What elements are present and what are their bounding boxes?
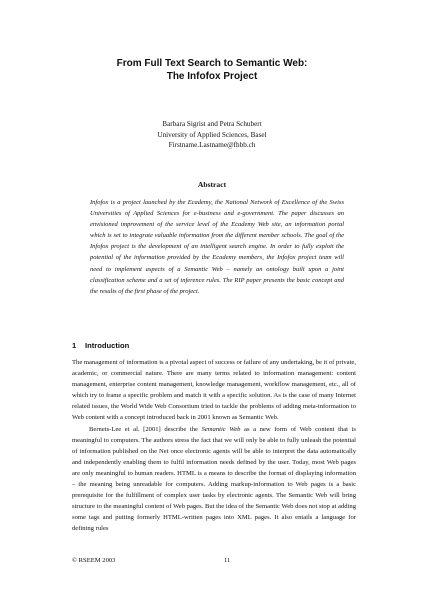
paragraph-2 — [72, 424, 356, 535]
copyright-notice: © RSEEM 2003 — [72, 557, 116, 564]
paper-title — [0, 57, 424, 83]
author-names: Barbara Sigrist and Petra Schubert — [162, 120, 262, 128]
section-number: 1 — [72, 341, 77, 350]
author-block — [0, 119, 424, 151]
body-text — [72, 357, 356, 535]
paper-title-line-2: The Infofox Project — [166, 71, 258, 82]
author-affiliation: University of Applied Sciences, Basel — [157, 130, 267, 139]
page-number: 11 — [224, 557, 231, 564]
paragraph-2-lead: Bernets-Lee et al. [2001] describe the — [89, 425, 202, 433]
paper-title-line-1: From Full Text Search to Semantic Web: — [116, 58, 308, 69]
page-footer — [72, 556, 356, 566]
abstract-text: Infofox is a project launched by the Ecademy, the National Network of Excellence of the Swiss Universities of Applied Sciences for e-business and e-government. The paper discusses an envisioned improvement of the service level of the Ecademy Web site, an information portal which is set to integrate valuable information from the different member schools. The goal of the Infofox project is the development of an intelligent search engine. In order to fully exploit the potential of the information provided by the Ecademy members, the Infofox project team will need to implement aspects of a Semantic Web – namely an ontology built upon a joint classification scheme and a set of inference rules. The RIP paper presents the basic concept and the results of the first phase of the project. — [90, 199, 344, 295]
author-email: Firstname.Lastname@fhbb.ch — [168, 141, 256, 150]
paragraph-2-term: Semantic Web — [201, 425, 241, 433]
section-heading — [72, 341, 352, 351]
abstract-heading: Abstract — [197, 180, 227, 189]
paragraph-1: The management of information is a pivotal aspect of success or failure of any undertaking, be it of private, academic, or commercial nature. There are many terms related to information management: content management, enterprise content management, knowledge management, workflow management, etc., all of which try to frame a specific problem and match it with a specific solution. As is the case of many Internet related issues, the World Wide Web Consortium tried to tackle the problems of adding meta-information to Web content with a concept introduced back in 2001 known as Semantic Web. — [72, 359, 356, 422]
paragraph-2-rest: as a new form of Web content that is meaningful to computers. The authors stress the fact that we will only be able to fully unleash the potential of information published on the Net once electronic agents will be able to interpret the data automatically and independently enabling them to fulfil information needs defined by the user. Today, most Web pages are only meaningful to human readers. HTML is a means to describe the format of displaying information – the meaning being unreadable for computers. Adding markup-information to Web pages is a basic prerequisite for the fulfillment of complex user tasks by electronic agents. The Semantic Web will bring structure to the meaningful content of Web pages. But the idea of the Semantic Web does not stop at adding some tags and putting formerly HTML-written pages into XML pages. It also entails a language for defining rules — [72, 425, 356, 533]
section-title: Introduction — [85, 341, 130, 350]
